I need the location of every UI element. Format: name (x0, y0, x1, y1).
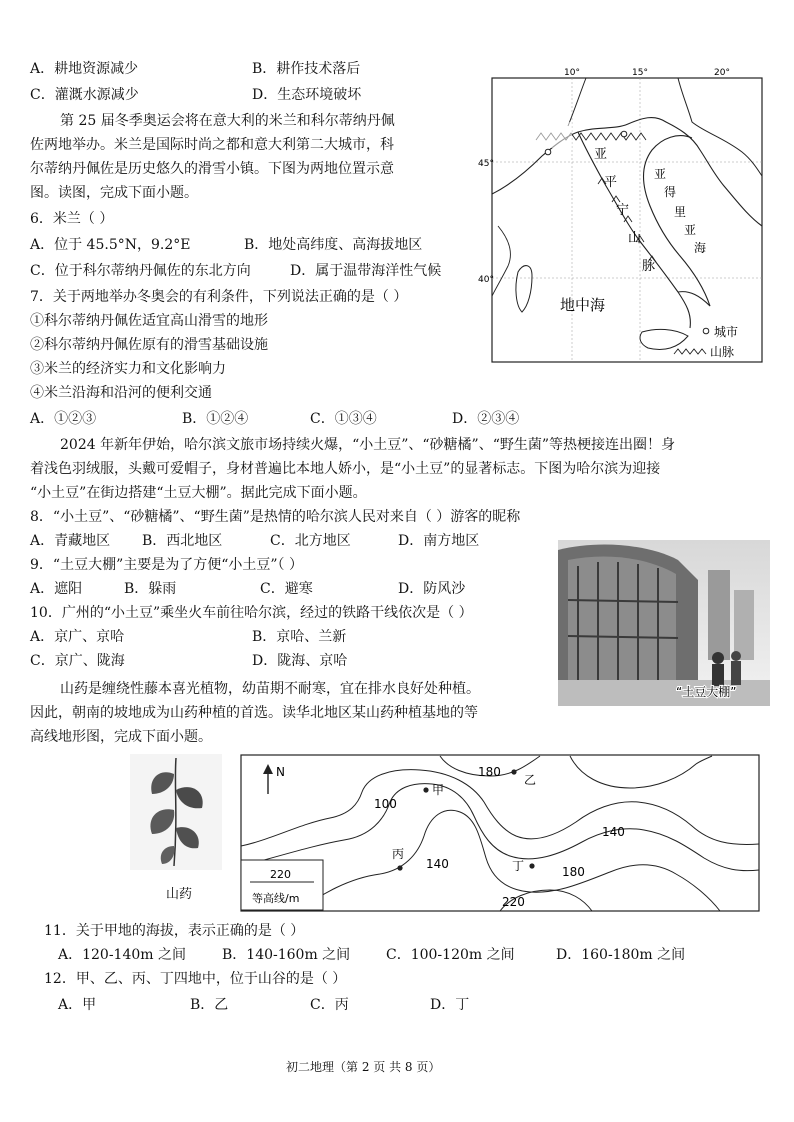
adriatic-label-char: 里 (674, 205, 687, 219)
q12-option-b: B．乙 (190, 997, 229, 1013)
adriatic-label-char: 得 (664, 185, 677, 199)
legend-city-label: 城市 (714, 325, 739, 339)
contour-legend-label: 等高线/m (252, 892, 300, 905)
q5-option-d: D．生态环境破坏 (252, 87, 362, 103)
yam-intro-line: 因此，朝南的坡地成为山药种植的首选。读华北地区某山药种植基地的等 (30, 705, 478, 721)
legend-mountain-label: 山脉 (710, 345, 735, 359)
q10-stem: 10．广州的“小土豆”乘坐火车前往哈尔滨，经过的铁路干线依次是（ ） (30, 605, 473, 621)
point-jia-dot (423, 787, 428, 792)
city-cortina-dot (621, 131, 627, 137)
yam-plant-image (130, 754, 222, 870)
q12-option-a: A．甲 (58, 997, 97, 1013)
q10-option-a: A．京广、京哈 (30, 629, 125, 645)
q10-option-d: D．陇海、京哈 (252, 653, 348, 669)
q11-option-b: B．140-160m 之间 (222, 947, 351, 963)
q5-option-c: C．灌溉水源减少 (30, 87, 139, 103)
q12-stem: 12．甲、乙、丙、丁四地中，位于山谷的是（ ） (44, 971, 347, 987)
point-bing-label: 丙 (392, 847, 405, 861)
q6-option-d: D．属于温带海洋性气候 (290, 263, 442, 279)
q5-option-b: B．耕作技术落后 (252, 61, 361, 77)
q5-option-a: A．耕地资源减少 (30, 61, 139, 77)
apennine-label-char: 亚 (594, 147, 608, 162)
mediterranean-label: 地中海 (560, 296, 606, 314)
lat-label: 45° (478, 159, 494, 169)
yam-caption: 山药 (166, 887, 193, 902)
contour-value: 140 (426, 857, 449, 871)
q12-option-c: C．丙 (310, 997, 349, 1013)
city-milan-dot (545, 149, 551, 155)
harbin-intro-line: 着浅色羽绒服，头戴可爱帽子，身材普遍比本地人娇小，是“小土豆”的显著标志。下图为哈尔滨为迎接 (30, 461, 661, 477)
map-frame (492, 78, 762, 362)
milan-intro-line: 图。读图，完成下面小题。 (30, 185, 198, 201)
lon-label: 15° (632, 68, 648, 78)
q6-stem: 6．米兰（ ） (30, 211, 114, 227)
q9-option-c: C．避寒 (260, 581, 313, 597)
apennine-label-char: 脉 (642, 259, 656, 274)
q11-stem: 11．关于甲地的海拔，表示正确的是（ ） (44, 923, 305, 939)
q9-option-a: A．遮阳 (30, 581, 83, 597)
q7-option-c: C．①③④ (310, 411, 377, 427)
point-yi-dot (511, 769, 516, 774)
q9-option-b: B．躲雨 (124, 581, 177, 597)
q7-stem: 7．关于两地举办冬奥会的有利条件，下列说法正确的是（ ） (30, 289, 408, 305)
q7-option-d: D．②③④ (452, 411, 520, 427)
milan-intro-line: 佐两地举办。米兰是国际时尚之都和意大利第二大城市，科 (30, 137, 394, 153)
q11-option-a: A．120-140m 之间 (58, 947, 187, 963)
north-label: N (276, 765, 285, 779)
adriatic-label-char: 亚 (684, 223, 697, 237)
q10-option-b: B．京哈、兰新 (252, 629, 347, 645)
milan-intro-line: 第 25 届冬季奥运会将在意大利的米兰和科尔蒂纳丹佩 (60, 113, 395, 129)
q10-option-c: C．京广、陇海 (30, 653, 125, 669)
q7-statement: ④米兰沿海和沿河的便利交通 (30, 385, 212, 401)
point-yi-label: 乙 (524, 773, 537, 787)
harbin-intro-line: 2024 年新年伊始，哈尔滨文旅市场持续火爆，“小土豆”、“砂糖橘”、“野生菌”等热梗接连出圈！身 (60, 437, 676, 453)
apennine-label-char: 平 (604, 175, 618, 190)
lon-label: 10° (564, 68, 580, 78)
q6-option-b: B．地处高纬度、高海拔地区 (244, 237, 423, 253)
italy-location-map (478, 66, 768, 366)
point-jia-label: 甲 (432, 783, 445, 797)
lat-label: 40° (478, 275, 494, 285)
q8-option-d: D．南方地区 (398, 533, 480, 549)
q11-option-d: D．160-180m 之间 (556, 947, 686, 963)
q9-option-d: D．防风沙 (398, 581, 466, 597)
point-bing-dot (397, 865, 402, 870)
q7-statement: ③米兰的经济实力和文化影响力 (30, 361, 226, 377)
page-footer: 初二地理（第 2 页 共 8 页） (286, 1060, 441, 1074)
harbin-intro-line: “小土豆”在街边搭建“土豆大棚”。据此完成下面小题。 (30, 485, 367, 501)
milan-intro-line: 尔蒂纳丹佩佐是历史悠久的滑雪小镇。下图为两地位置示意 (30, 161, 394, 177)
contour-legend-value: 220 (270, 868, 291, 881)
photo-caption: “土豆大棚” (676, 685, 737, 699)
q9-stem: 9．“土豆大棚”主要是为了方便“小土豆”（ ） (30, 557, 303, 573)
lon-label: 20° (714, 68, 730, 78)
q11-option-c: C．100-120m 之间 (386, 947, 515, 963)
q8-option-c: C．北方地区 (270, 533, 351, 549)
potato-tent-photo (558, 540, 770, 706)
legend-city-symbol (703, 328, 709, 334)
apennine-label-char: 山 (628, 231, 642, 246)
adriatic-label-char: 亚 (654, 167, 667, 181)
q7-option-a: A．①②③ (30, 411, 97, 427)
yam-intro-line: 山药是缠绕性藤本喜光植物，幼苗期不耐寒，宜在排水良好处种植。 (60, 681, 480, 697)
contour-value: 180 (478, 765, 501, 779)
q8-option-a: A．青藏地区 (30, 533, 111, 549)
q8-option-b: B．西北地区 (142, 533, 223, 549)
contour-value: 220 (502, 895, 525, 909)
contour-map (240, 754, 760, 912)
contour-value: 140 (602, 825, 625, 839)
q7-statement: ①科尔蒂纳丹佩佐适宜高山滑雪的地形 (30, 313, 268, 329)
q6-option-a: A．位于 45.5°N，9.2°E (30, 237, 191, 253)
point-ding-dot (529, 863, 534, 868)
apennine-label-char: 宁 (616, 203, 630, 218)
contour-value: 180 (562, 865, 585, 879)
point-ding-label: 丁 (512, 859, 525, 873)
q12-option-d: D．丁 (430, 997, 470, 1013)
q7-statement: ②科尔蒂纳丹佩佐原有的滑雪基础设施 (30, 337, 268, 353)
q6-option-c: C．位于科尔蒂纳丹佩佐的东北方向 (30, 263, 251, 279)
contour-value: 100 (374, 797, 397, 811)
q8-stem: 8．“小土豆”、“砂糖橘”、“野生菌”是热情的哈尔滨人民对来自（ ）游客的昵称 (30, 509, 521, 525)
adriatic-label-char: 海 (694, 241, 707, 255)
yam-intro-line: 高线地形图，完成下面小题。 (30, 729, 212, 745)
q7-option-b: B．①②④ (182, 411, 249, 427)
